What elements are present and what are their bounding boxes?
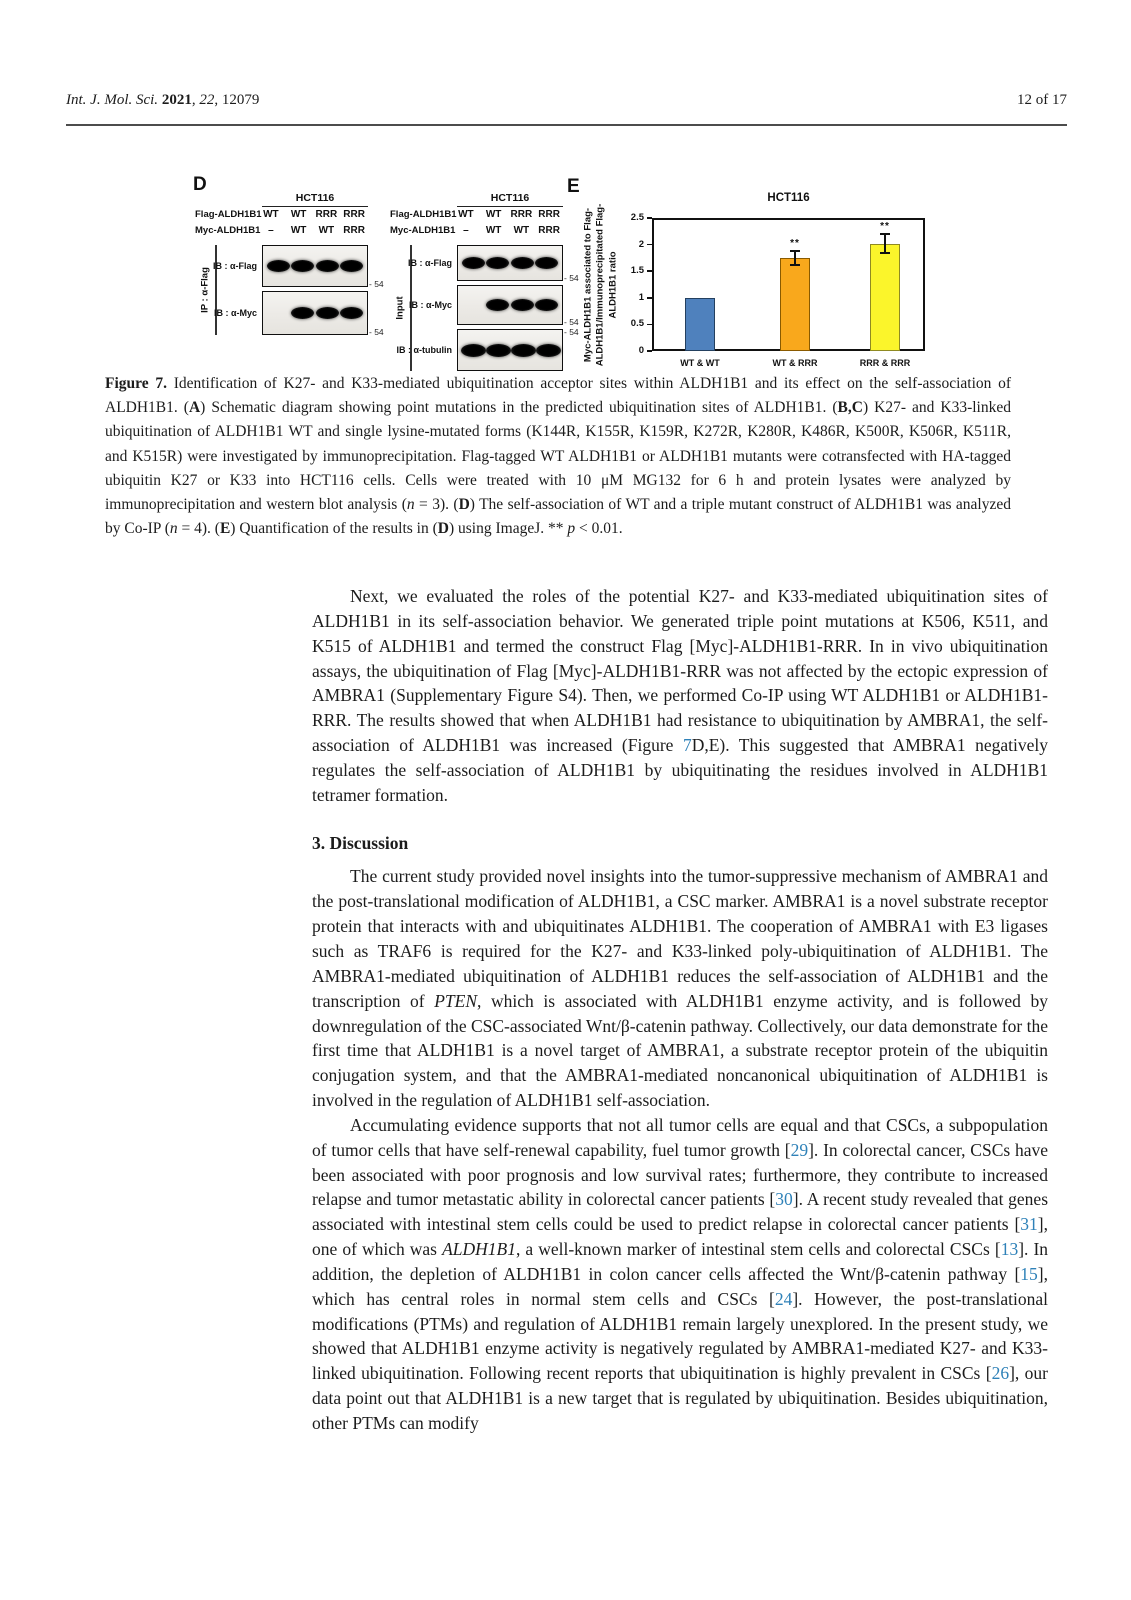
text-run: Accumulating evidence supports that not all tumor cells are equal and that CSCs, a subpopulation of tumor cells that have self-renewal capability, fuel tumor growth [ bbox=[312, 1114, 1048, 1160]
text-run: = 3). ( bbox=[414, 495, 459, 513]
condition-value: WT bbox=[485, 209, 502, 220]
western-blot-band bbox=[511, 344, 536, 357]
condition-label: Myc-ALDH1B1 bbox=[390, 225, 456, 236]
discussion-heading: 3. Discussion bbox=[312, 832, 409, 853]
cell-line-label: HCT116 bbox=[295, 192, 335, 204]
band-slot bbox=[461, 330, 486, 370]
condition-row bbox=[390, 225, 563, 236]
text-run: D bbox=[458, 495, 470, 513]
band-slot bbox=[535, 246, 560, 280]
side-bracket-line bbox=[215, 245, 217, 335]
significance-label: ** bbox=[790, 237, 800, 249]
x-tick-label: WT & RRR bbox=[772, 358, 818, 368]
figure-caption bbox=[105, 372, 1011, 541]
panel-d-label: D bbox=[193, 174, 207, 195]
text-run: ) Quantification of the results in ( bbox=[230, 520, 438, 538]
chart-bar bbox=[870, 244, 900, 351]
y-tick-label: 0 bbox=[638, 345, 644, 356]
y-tick-mark bbox=[647, 217, 652, 219]
mw-marker: - 54 bbox=[369, 279, 384, 289]
error-bar-cap bbox=[880, 233, 890, 235]
western-blot-band bbox=[267, 260, 290, 272]
band-slot bbox=[291, 246, 316, 286]
condition-values bbox=[452, 209, 563, 220]
mw-marker: - 54 bbox=[564, 317, 579, 327]
paragraph bbox=[312, 864, 1048, 1112]
western-blot-box bbox=[212, 245, 384, 289]
western-blot-band bbox=[511, 299, 534, 311]
text-run: PTEN bbox=[434, 990, 478, 1011]
y-tick-label: 1.5 bbox=[630, 265, 644, 277]
y-tick-label: 1 bbox=[638, 291, 644, 303]
citation-link[interactable]: 30 bbox=[775, 1189, 793, 1210]
western-blot-band bbox=[340, 307, 363, 319]
page-header bbox=[66, 92, 1067, 109]
y-axis-label-line: ALDH1B1 ratio bbox=[607, 250, 619, 319]
condition-value: RRR bbox=[538, 209, 560, 220]
text-run: Int. J. Mol. Sci. bbox=[66, 92, 162, 108]
text-run: , bbox=[191, 92, 200, 108]
text-run: ]. In colorectal cancer, CSCs have been associated with poor prognosis and low survival rates; furthermore, they contribute to increased relapse and tumor metastatic ability in colorectal cancer patients [ bbox=[312, 1139, 1048, 1210]
y-tick-label: 2.5 bbox=[630, 212, 644, 223]
text-run: Next, we evaluated the roles of the potential K27- and K33-mediated ubiquitination sites of ALDH1B1 in its self-association behavior. We generated triple point mutations at K506, K511, and K515 of ALDH1B1 and termed the construct Flag [Myc]-ALDH1B1-RRR. In in vivo ubiquitination assays, the ubiquitination of Flag [Myc]-ALDH1B1-RRR was not affected by the ectopic expression of AMBRA1 (Supplementary Figure S4). Then, we performed Co-IP using WT ALDH1B1 or ALDH1B1-RRR. The results showed that when ALDH1B1 had resistance to ubiquitination by AMBRA1, the self-association of ALDH1B1 was increased (Figure bbox=[312, 586, 1048, 756]
text-run: The current study provided novel insights into the tumor-suppressive mechanism of AMBRA1 and the post-translational modification of ALDH1B1, a CSC marker. AMBRA1 is a novel substrate receptor protein that interacts with and ubiquitinates ALDH1B1. The cooperation of AMBRA1 with E3 ligases such as TRAF6 is required for the K27- and K33-linked poly-ubiquitination of ALDH1B1. The AMBRA1-mediated ubiquitination of ALDH1B1 reduces the self-association of ALDH1B1 and the transcription of bbox=[312, 866, 1048, 1011]
band-slot bbox=[510, 246, 535, 280]
x-tick-label: RRR & RRR bbox=[859, 358, 911, 368]
western-blot-band bbox=[291, 260, 314, 272]
band-slot bbox=[486, 286, 511, 324]
citation-link[interactable]: 26 bbox=[991, 1363, 1010, 1384]
side-label: Input bbox=[394, 296, 406, 320]
text-run: ]. A recent study revealed that genes associated with intestinal stem cells could be used to predict relapse in colorectal cancer patients [ bbox=[312, 1189, 1049, 1235]
antibody-label: IB : α-Myc bbox=[213, 308, 257, 318]
text-run: ], one of which was bbox=[312, 1214, 1048, 1260]
western-blot-band bbox=[535, 257, 558, 269]
cell-line-label: HCT116 bbox=[490, 192, 530, 204]
western-blot-band bbox=[536, 344, 561, 357]
y-tick-mark bbox=[647, 244, 652, 246]
western-blot-box bbox=[407, 245, 579, 283]
y-tick-mark bbox=[647, 350, 652, 352]
antibody-label: IB : α-tubulin bbox=[396, 345, 452, 355]
condition-value: RRR bbox=[315, 209, 338, 220]
condition-values bbox=[452, 225, 563, 236]
chart-bar bbox=[780, 258, 810, 351]
condition-values bbox=[257, 225, 368, 236]
condition-value: RRR bbox=[538, 225, 560, 236]
text-run: ) Schematic diagram showing point mutations in the predicted ubiquitination sites of ALDH1B1. ( bbox=[200, 399, 838, 417]
condition-values bbox=[257, 209, 368, 220]
text-run: p bbox=[567, 520, 576, 538]
error-bar-cap bbox=[790, 264, 800, 266]
band-slot bbox=[340, 292, 365, 334]
western-blot-band bbox=[535, 299, 558, 311]
condition-value: WT bbox=[290, 225, 307, 236]
condition-value: RRR bbox=[343, 225, 365, 236]
band-slot bbox=[536, 330, 561, 370]
western-blot-band bbox=[461, 344, 486, 357]
header-rule bbox=[66, 124, 1067, 126]
band-slot bbox=[535, 286, 560, 324]
condition-label: Flag-ALDH1B1 bbox=[195, 209, 262, 220]
western-blot-band bbox=[486, 344, 511, 357]
text-run: D,E). This suggested that AMBRA1 negatively regulates the self-association of ALDH1B1 by ubiquitinating the residues involved in ALDH1B1 tetramer formation. bbox=[312, 735, 1048, 805]
text-run: ], our data point out that ALDH1B1 is a new target that is regulated by ubiquitination. Besides ubiquitination, other PTMs can modify bbox=[312, 1363, 1049, 1433]
condition-value: RRR bbox=[510, 209, 533, 220]
text-run: Figure 7. bbox=[105, 375, 174, 392]
mw-marker: - 54 bbox=[369, 327, 384, 337]
western-blot-box bbox=[213, 291, 384, 337]
blot-bands bbox=[461, 286, 559, 324]
text-run: D bbox=[437, 520, 449, 538]
text-run: = 4). ( bbox=[177, 520, 220, 538]
text-run: 22 bbox=[199, 92, 215, 108]
text-run: A bbox=[188, 399, 201, 417]
y-tick-mark bbox=[647, 297, 652, 299]
journal-citation bbox=[66, 92, 259, 109]
blot-bands bbox=[266, 292, 364, 334]
condition-row bbox=[195, 225, 368, 236]
western-blot-band bbox=[486, 299, 509, 311]
western-blot-band bbox=[316, 260, 339, 272]
body-text-column bbox=[312, 584, 1048, 1436]
condition-label: Flag-ALDH1B1 bbox=[390, 209, 457, 220]
paragraph bbox=[312, 584, 1048, 808]
text-run: n bbox=[406, 495, 415, 513]
text-run: ) The self-association of WT and a triple mutant construct of ALDH1B1 was analyzed by Co-IP ( bbox=[105, 495, 1011, 538]
citation-link[interactable]: 24 bbox=[774, 1288, 793, 1309]
bar-chart-panel-e bbox=[565, 172, 945, 387]
text-run: < 0.01. bbox=[575, 520, 623, 538]
band-slot bbox=[511, 330, 536, 370]
text-run: ]. However, the post-translational modifications (PTMs) and regulation of ALDH1B1 remain largely unexplored. In the present study, we showed that ALDH1B1 enzyme activity is negatively regulated by AMBRA1-mediated K27- and K33-linked ubiquitination. Following recent reports that ubiquitination is highly prevalent in CSCs [ bbox=[312, 1288, 1048, 1384]
condition-value: WT bbox=[290, 209, 307, 220]
mw-marker: - 54 bbox=[564, 273, 579, 283]
cell-line-rule bbox=[262, 206, 368, 207]
page-number: 12 of 17 bbox=[1017, 92, 1067, 108]
western-blot-band bbox=[462, 257, 485, 269]
band-slot bbox=[315, 292, 340, 334]
x-tick-label: WT & WT bbox=[680, 358, 720, 368]
citation-link[interactable]: 31 bbox=[1020, 1214, 1038, 1235]
condition-label: Myc-ALDH1B1 bbox=[195, 225, 261, 236]
westernblot-group-input bbox=[390, 190, 590, 390]
cell-line-rule bbox=[457, 206, 563, 207]
band-slot bbox=[291, 292, 316, 334]
citation-link[interactable]: 29 bbox=[790, 1139, 809, 1160]
condition-value: WT bbox=[485, 225, 502, 236]
error-bar-cap bbox=[790, 250, 800, 252]
condition-value: WT bbox=[458, 209, 474, 220]
chart-bar bbox=[685, 298, 715, 351]
condition-value: RRR bbox=[343, 209, 365, 220]
text-run: E bbox=[219, 520, 231, 538]
band-slot bbox=[315, 246, 340, 286]
text-run: , which is associated with ALDH1B1 enzyme activity, and is followed by downregulation of the CSC-associated Wnt/β-catenin pathway. Collectively, our data demonstrate for the first time that ALDH1B1 is a novel target of AMBRA1, a substrate receptor protein of the ubiquitin conjugation system, and that the AMBRA1-mediated noncanonical ubiquitination of ALDH1B1 is involved in the regulation of ALDH1B1 self-association. bbox=[312, 990, 1048, 1111]
text-run: B,C bbox=[837, 399, 863, 417]
antibody-label: IB : α-Myc bbox=[408, 300, 452, 310]
western-blot-band bbox=[291, 307, 314, 319]
band-slot bbox=[461, 286, 486, 324]
y-tick-mark bbox=[647, 324, 652, 326]
condition-value: WT bbox=[318, 225, 335, 236]
text-run: Identification of K27- and K33-mediated ubiquitination acceptor sites within ALDH1B1 and its effect on the self-association of ALDH1B1. ( bbox=[105, 375, 1012, 417]
panel-e-label: E bbox=[567, 176, 580, 197]
text-run: ALDH1B1 bbox=[442, 1239, 516, 1260]
antibody-label: IB : α-Flag bbox=[212, 261, 257, 271]
mw-marker: - 54 bbox=[564, 327, 579, 337]
error-bar bbox=[794, 251, 796, 265]
blot-bands bbox=[266, 246, 364, 286]
citation-link[interactable]: 7 bbox=[682, 735, 692, 756]
band-slot bbox=[461, 246, 486, 280]
western-blot-band bbox=[486, 257, 509, 269]
band-slot bbox=[266, 292, 291, 334]
westernblot-group-ip bbox=[195, 190, 395, 390]
blot-bands bbox=[461, 330, 559, 370]
condition-row bbox=[195, 209, 368, 220]
error-bar-cap bbox=[880, 252, 890, 254]
chart-title: HCT116 bbox=[767, 192, 810, 204]
text-run: ], which has central roles in normal stem cells and CSCs [ bbox=[312, 1263, 1048, 1309]
band-slot bbox=[510, 286, 535, 324]
western-blot-box bbox=[408, 285, 579, 327]
text-run: ]. In addition, the depletion of ALDH1B1 in colon cancer cells affected the Wnt/β-catenin pathway [ bbox=[312, 1239, 1049, 1284]
blot-bands bbox=[461, 246, 559, 280]
condition-value: – bbox=[463, 225, 469, 236]
condition-row bbox=[390, 209, 563, 220]
text-run: , a well-known marker of intestinal stem cells and colorectal CSCs [ bbox=[515, 1239, 1001, 1260]
text-run: 2021 bbox=[161, 92, 192, 108]
y-tick-label: 2 bbox=[638, 238, 644, 250]
paragraph bbox=[312, 1113, 1048, 1436]
text-run: ) K27- and K33-linked ubiquitination of ALDH1B1 WT and single lysine-mutated forms (K144R, K155R, K159R, K272R, K280R, K486R, K500R, K506R, K511R, and K515R) were investigated by immunoprecipitation. Flag-tagged WT ALDH1B1 or ALDH1B1 mutants were cotransfected with HA-tagged ubiquitin K27 or K33 into HCT116 cells. Cells were treated with 10 μM MG132 for 6 h and protein lysates were analyzed by immunoprecipitation and western blot analysis ( bbox=[105, 399, 1011, 513]
side-label: IP : α-Flag bbox=[199, 267, 211, 313]
band-slot bbox=[340, 246, 365, 286]
western-blot-band bbox=[340, 260, 363, 272]
text-run: ) using ImageJ. ** bbox=[448, 520, 568, 538]
antibody-label: IB : α-Flag bbox=[407, 258, 452, 268]
condition-value: – bbox=[268, 225, 274, 236]
citation-link[interactable]: 15 bbox=[1020, 1263, 1038, 1284]
western-blot-band bbox=[511, 257, 534, 269]
text-run: n bbox=[169, 520, 178, 538]
band-slot bbox=[266, 246, 291, 286]
western-blot-band bbox=[316, 307, 339, 319]
citation-link[interactable]: 13 bbox=[1000, 1239, 1019, 1260]
y-axis-label-line: ALDH1B1/Immunoprecipitated Flag- bbox=[594, 203, 606, 366]
y-tick-label: 0.5 bbox=[630, 318, 644, 330]
y-axis-label-line: Myc-ALDH1B1 associated to Flag- bbox=[582, 207, 594, 362]
error-bar bbox=[884, 234, 886, 253]
band-slot bbox=[486, 330, 511, 370]
text-run: , 12079 bbox=[214, 92, 260, 108]
significance-label: ** bbox=[880, 220, 890, 232]
condition-value: WT bbox=[263, 209, 279, 220]
western-blot-box bbox=[396, 327, 579, 371]
condition-value: WT bbox=[513, 225, 530, 236]
y-tick-mark bbox=[647, 270, 652, 272]
band-slot bbox=[486, 246, 511, 280]
